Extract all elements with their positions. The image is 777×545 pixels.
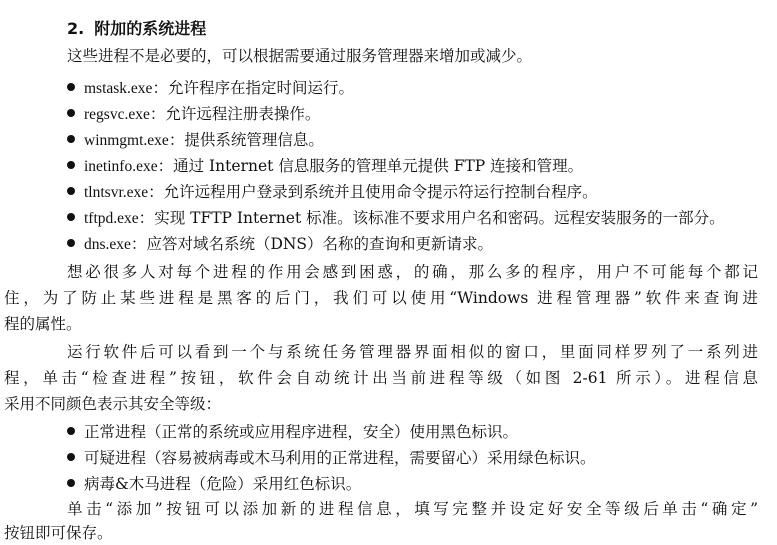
section-heading <box>67 17 206 41</box>
process-description: 允许远程用户登录到系统并且使用命令提示符运行控制台程序。 <box>163 183 598 201</box>
paragraph-1-line-1: 想必很多人对每个进程的作用会感到困惑，的确，那么多的程序，用户不可能每个都记 <box>67 263 758 281</box>
security-level-suspicious <box>67 446 596 470</box>
process-separator: ： <box>157 157 174 175</box>
bullet-icon <box>67 83 75 91</box>
process-item-inetinfo <box>67 154 583 179</box>
process-item-regsvc <box>67 102 320 127</box>
paragraph-1-line-3: 程的属性。 <box>4 315 82 333</box>
bullet-icon <box>67 187 75 195</box>
paragraph-3-line-2: 按钮即可保存。 <box>4 524 113 542</box>
security-level-virus <box>67 472 361 496</box>
bullet-icon <box>67 479 75 487</box>
security-level-text: 病毒&木马进程（危险）采用红色标识。 <box>84 475 362 493</box>
process-separator: ： <box>130 235 147 253</box>
bullet-icon <box>67 213 75 221</box>
process-item-dns <box>67 232 493 257</box>
process-name: regsvc.exe <box>84 106 150 123</box>
process-description: 允许远程注册表操作。 <box>165 105 321 123</box>
section-number: 2. <box>67 19 85 38</box>
paragraph-1-line-2: 住，为了防止某些进程是黑客的后门，我们可以使用“Windows 进程管理器”软件来查询进 <box>4 289 758 307</box>
paragraph-2-line-3: 采用不同颜色表示其安全等级： <box>4 395 222 413</box>
bullet-icon <box>67 135 75 143</box>
paragraph-3-line-1: 单击“添加”按钮可以添加新的进程信息，填写完整并设定好安全等级后单击“确定” <box>67 500 758 518</box>
paragraph-2-line-2: 程，单击“检查进程”按钮，软件会自动统计出当前进程等级（如图 2-61 所示）。进程信息 <box>4 369 758 387</box>
process-name: tlntsvr.exe <box>84 184 149 201</box>
process-name: dns.exe <box>84 236 131 253</box>
process-description: 允许程序在指定时间运行。 <box>167 79 354 97</box>
bullet-icon <box>67 161 75 169</box>
intro-text: 这些进程不是必要的，可以根据需要通过服务管理器来增加或减少。 <box>67 47 533 65</box>
process-description: 应答对域名系统（DNS）名称的查询和更新请求。 <box>146 235 494 253</box>
bullet-icon <box>67 239 75 247</box>
paragraph-2-line-1: 运行软件后可以看到一个与系统任务管理器界面相似的窗口，里面同样罗列了一系列进 <box>67 343 758 361</box>
process-item-tftpd <box>67 206 725 231</box>
process-description: 提供系统管理信息。 <box>184 131 324 149</box>
process-name: mstask.exe <box>84 80 153 97</box>
process-description: 通过 Internet 信息服务的管理单元提供 FTP 连接和管理。 <box>173 157 584 175</box>
process-separator: ： <box>148 183 164 201</box>
security-level-text: 可疑进程（容易被病毒或木马利用的正常进程，需要留心）采用绿色标识。 <box>84 449 596 467</box>
process-separator: ： <box>138 209 155 227</box>
process-separator: ： <box>149 105 166 123</box>
security-level-text: 正常进程（正常的系统或应用程序进程，安全）使用黑色标识。 <box>84 423 519 441</box>
process-item-mstask <box>67 76 354 101</box>
process-item-tlntsvr <box>67 180 598 205</box>
process-name: inetinfo.exe <box>84 158 158 175</box>
process-name: winmgmt.exe <box>84 132 169 149</box>
process-separator: ： <box>168 131 185 149</box>
section-title: 附加的系统进程 <box>94 19 207 38</box>
bullet-icon <box>67 453 75 461</box>
process-separator: ： <box>152 79 168 97</box>
process-name: tftpd.exe <box>84 210 139 227</box>
process-item-winmgmt <box>67 128 324 153</box>
process-description: 实现 TFTP Internet 标准。该标准不要求用户名和密码。远程安装服务的一部分。 <box>154 209 725 227</box>
bullet-icon <box>67 109 75 117</box>
security-level-normal <box>67 420 518 444</box>
bullet-icon <box>67 427 75 435</box>
